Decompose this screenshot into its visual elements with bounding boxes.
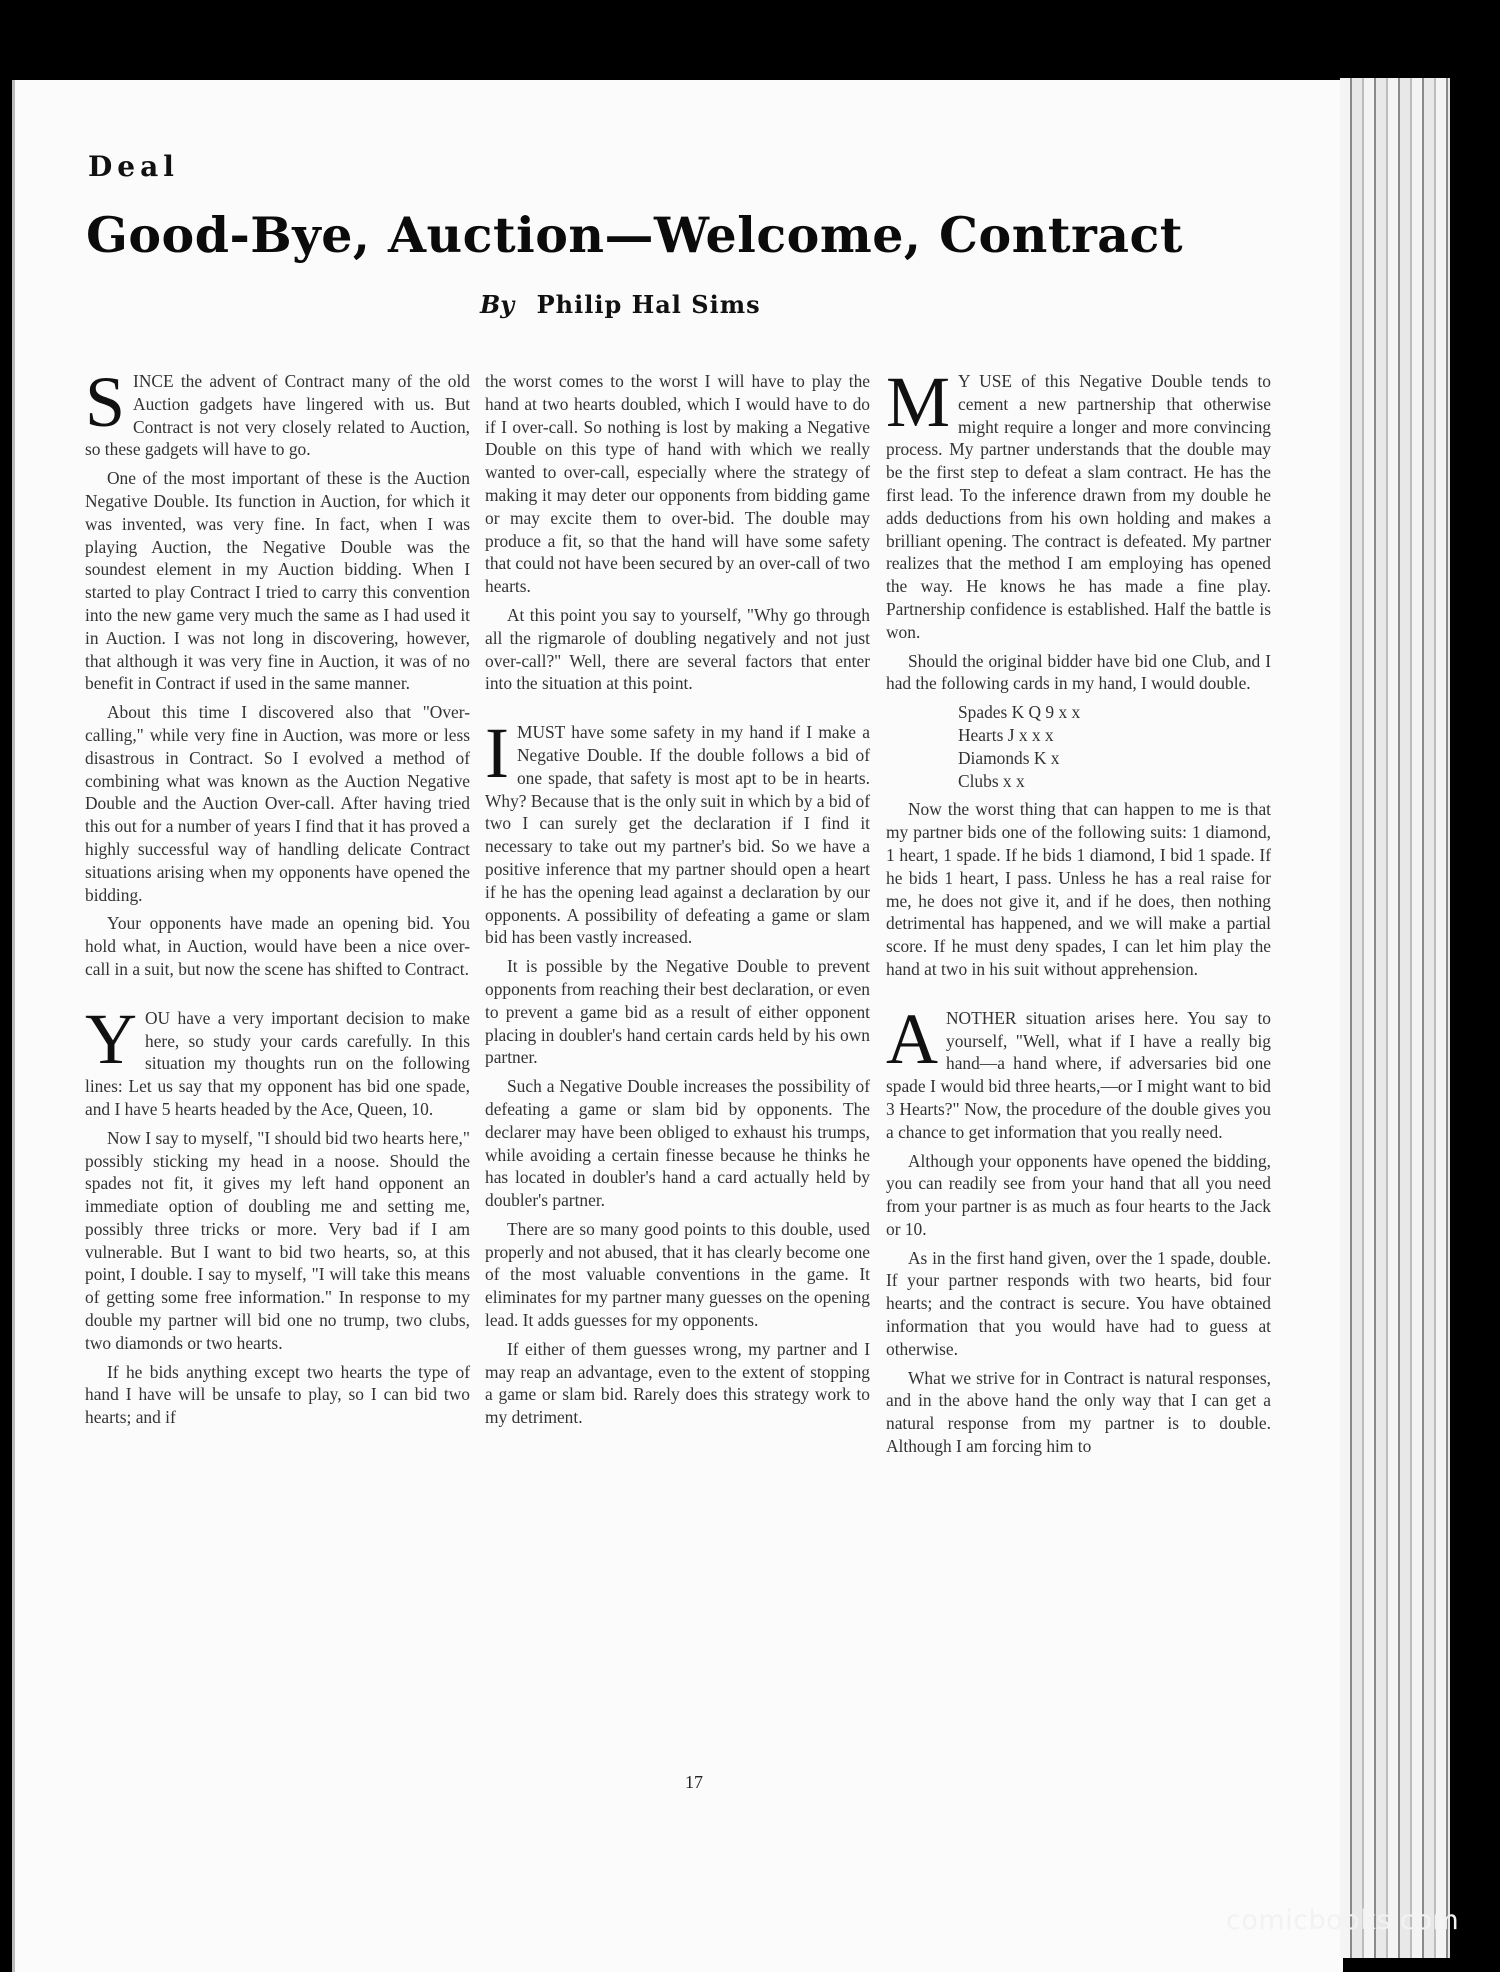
paragraph: If he bids anything except two hearts the type of hand I have will be unsafe to play, so I can bid two hearts; and if bbox=[85, 1361, 470, 1428]
paragraph: YOU have a very important decision to make here, so study your cards carefully. In this situation my thoughts run on the following lines: Let us say that my opponent has bid one spade, and I have 5 hearts headed by the Ace, Queen, 10. bbox=[85, 998, 470, 1119]
column-3 bbox=[886, 362, 1271, 1464]
paragraph: As in the first hand given, over the 1 spade, double. If your partner responds with two hearts, bid four hearts; and the contract is secure. You have obtained information that you would have had to guess at otherwise. bbox=[886, 1247, 1271, 1359]
paragraph: the worst comes to the worst I will have to play the hand at two hearts doubled, which I would have to do if I over-call. So nothing is lost by making a Negative Double on this type of hand with which we really wanted to over-call, especially where the strategy of making it may deter our opponents from bidding game or may excite them to over-bid. The double may produce a fit, so that the hand will have some safety that could not have been secured by an over-call of two hearts. bbox=[485, 371, 870, 597]
paragraph: At this point you say to yourself, "Why go through all the rigmarole of doubling negatively and not just over-call?" Well, there are several factors that enter into the situation at this point. bbox=[485, 604, 870, 694]
watermark: comicbooks.com bbox=[1226, 1905, 1460, 1936]
article-headline: Good-Bye, Auction—Welcome, Contract bbox=[86, 206, 1183, 264]
hand-suit-line: Hearts J x x x bbox=[958, 724, 1054, 745]
paragraph: One of the most important of these is the Auction Negative Double. Its function in Auction, for which it was invented, was very fine. In fact, when I was playing Auction, the Negative Double was the soundest element in my Auction bidding. When I started to play Contract I tried to carry this convention into the new game very much the same as I had used it in Auction. I was not long in discovering, however, that although it was very fine in Auction, it was of no benefit in Contract if used in the same manner. bbox=[85, 468, 470, 694]
paragraph: If either of them guesses wrong, my partner and I may reap an advantage, even to the extent of stopping a game or slam bid. Rarely does this strategy work to my detriment. bbox=[485, 1338, 870, 1428]
paragraph: Should the original bidder have bid one Club, and I had the following cards in my hand, I would double. bbox=[886, 650, 1271, 694]
paragraph: About this time I discovered also that "Over-calling," while very fine in Auction, was more or less disastrous in Contract. So I evolved a method of combining what was known as the Auction Negative Double and the Auction Over-call. After having tried this out for a number of years I find that it has proved a highly successful way of handling delicate Contract situations arising when my opponents have opened the bidding. bbox=[85, 702, 470, 905]
paragraph: Although your opponents have opened the bidding, you can readily see from your hand that all you need from your partner is as much as four hearts to the Jack or 10. bbox=[886, 1150, 1271, 1239]
paragraph: Your opponents have made an opening bid. You hold what, in Auction, would have been a nice over-call in a suit, but now the scene has shifted to Contract. bbox=[85, 913, 470, 979]
hand-suit-line: Clubs x x bbox=[958, 770, 1025, 791]
paragraph: SINCE the advent of Contract many of the old Auction gadgets have lingered with us. But Contract is not very closely related to Auction, so these gadgets will have to go. bbox=[85, 362, 470, 460]
column-2 bbox=[485, 370, 870, 1435]
paragraph: It is possible by the Negative Double to prevent opponents from reaching their best declaration, or even to prevent a game bid as a result of either opponent placing in doubler's hand certain cards held by his own partner. bbox=[485, 956, 870, 1068]
drop-cap: I bbox=[485, 713, 509, 794]
drop-cap: Y bbox=[85, 998, 137, 1079]
paragraph: There are so many good points to this double, used properly and not abused, that it has clearly become one of the most valuable conventions in the game. It eliminates for my partner many guesses on the opening lead. It adds guesses for my opponents. bbox=[485, 1218, 870, 1331]
card-hand bbox=[958, 701, 1271, 792]
paragraph: Such a Negative Double increases the possibility of defeating a game or slam bid by opponents. The declarer may have been obliged to exhaust his trumps, while avoiding a certain finesse because he thinks he has located in doubler's hand a card actually held by doubler's partner. bbox=[485, 1076, 870, 1211]
drop-cap: S bbox=[85, 362, 126, 442]
paragraph: IMUST have some safety in my hand if I make a Negative Double. If the double follows a bid of one spade, that safety is most apt to be in hearts. Why? Because that is the only suit in which by a bid of two I can surely get the declaration if I find it necessary to take out my partner's bid. So we have a positive inference that my partner should open a heart if he has the opening lead against a declaration by our opponents. A possibility of defeating a game or slam bid has been vastly increased. bbox=[485, 713, 870, 948]
hand-suit-line: Diamonds K x bbox=[958, 747, 1060, 768]
paragraph: Now the worst thing that can happen to me is that my partner bids one of the following suits: 1 diamond, 1 heart, 1 spade. If he bids 1 diamond, I bid 1 spade. If he bids 1 heart, I pass. Unless he has a real raise for me, he does not give it, and if he does, then nothing detrimental has happened, and we will make a partial score. If he must deny spades, I can let him play the hand at two in his suit without apprehension. bbox=[886, 799, 1271, 979]
page-stack-edge bbox=[1340, 78, 1450, 1958]
paragraph: Now I say to myself, "I should bid two hearts here," possibly sticking my head in a noose. Should the spades not fit, it gives my left hand opponent an immediate option of doubling me and setting me, possibly three tricks or more. Very bad if I am vulnerable. But I want to bid two hearts, so, at this point, I double. I say to myself, "I will take this means of getting some free information." In response to my double my partner will bid one no trump, two clubs, two diamonds or two hearts. bbox=[85, 1127, 470, 1353]
paragraph: ANOTHER situation arises here. You say to yourself, "Well, what if I have a really big hand—a hand where, if adversaries bid one spade I would bid three hearts,—or I might want to bid 3 Hearts?" Now, the procedure of the double gives you a chance to get information that you really need. bbox=[886, 998, 1271, 1142]
column-1 bbox=[85, 362, 470, 1435]
drop-cap: M bbox=[886, 362, 951, 442]
paragraph: What we strive for in Contract is natural responses, and in the above hand the only way that I can get a natural response from my partner is to double. Although I am forcing him to bbox=[886, 1367, 1271, 1457]
hand-suit-line: Spades K Q 9 x x bbox=[958, 702, 1081, 723]
page-number: 17 bbox=[685, 1772, 703, 1792]
drop-cap: A bbox=[886, 998, 938, 1079]
byline-prefix: By bbox=[480, 290, 515, 319]
byline bbox=[480, 290, 761, 319]
author-name: Philip Hal Sims bbox=[536, 290, 761, 319]
paragraph: M Y USE of this Negative Double tends to cement a new partnership that otherwise might require a longer and more convincing process. My partner understands that the double may be the first step to defeat a slam contract. He has the first lead. To the inference drawn from my double he adds deductions from his own holding and makes a brilliant opening. The contract is defeated. My partner realizes that the method I am employing has opened the way. He knows he has made a fine play. Partnership confidence is established. Half the battle is won. bbox=[886, 362, 1271, 642]
section-label: Deal bbox=[88, 150, 179, 183]
